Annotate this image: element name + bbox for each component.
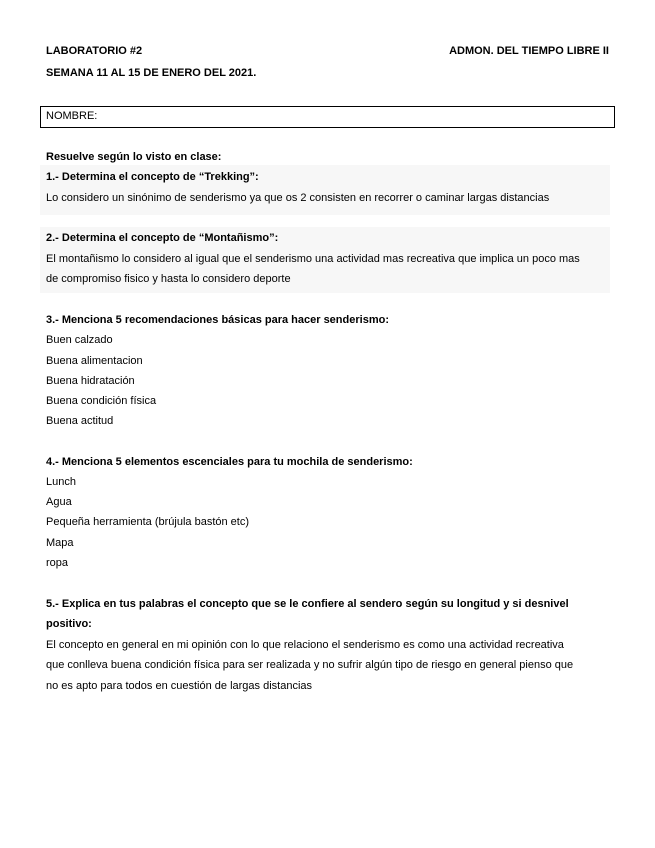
q4-item: Lunch <box>46 476 76 488</box>
q4-item: Agua <box>46 496 72 508</box>
q4-item: Pequeña herramienta (brújula bastón etc) <box>46 516 250 528</box>
q1-answer: Lo considero un sinónimo de senderismo ya que os 2 consisten en recorrer o caminar largas distancias <box>46 192 550 204</box>
q4-item: ropa <box>46 557 69 569</box>
lab-title: LABORATORIO #2 <box>46 45 143 57</box>
q3-question: 3.- Menciona 5 recomendaciones básicas para hacer senderismo: <box>46 314 389 326</box>
course-title: ADMON. DEL TIEMPO LIBRE II <box>449 45 609 57</box>
q1-question: 1.- Determina el concepto de “Trekking”: <box>46 171 259 183</box>
week-title: SEMANA 11 AL 15 DE ENERO DEL 2021. <box>46 67 257 79</box>
q2-question: 2.- Determina el concepto de “Montañismo”: <box>46 232 279 244</box>
q5-answer-line: El concepto en general en mi opinión con lo que relaciono el senderismo es como una actividad recreativa <box>46 639 564 651</box>
instructions: Resuelve según lo visto en clase: <box>46 151 222 163</box>
q4-item: Mapa <box>46 537 74 549</box>
q2-answer-line: El montañismo lo considero al igual que el senderismo una actividad mas recreativa que implica un poco mas <box>46 253 580 265</box>
q3-item: Buena actitud <box>46 415 114 427</box>
q5-answer-line: que conlleva buena condición física para ser realizada y no sufrir algún tipo de riesgo en general pienso que <box>46 659 574 671</box>
name-field[interactable] <box>40 106 615 128</box>
q5-question-line: 5.- Explica en tus palabras el concepto que se le confiere al sendero según su longitud y si desnivel <box>46 598 569 610</box>
name-label: NOMBRE: <box>46 110 98 122</box>
q4-question: 4.- Menciona 5 elementos escenciales para tu mochila de senderismo: <box>46 456 413 468</box>
q2-answer-line: de compromiso fisico y hasta lo considero deporte <box>46 273 291 285</box>
q3-item: Buena alimentacion <box>46 355 143 367</box>
q3-item: Buen calzado <box>46 334 113 346</box>
q3-item: Buena condición física <box>46 395 157 407</box>
q3-item: Buena hidratación <box>46 375 135 387</box>
q5-question-line: positivo: <box>46 618 92 630</box>
q5-answer-line: no es apto para todos en cuestión de largas distancias <box>46 680 313 692</box>
